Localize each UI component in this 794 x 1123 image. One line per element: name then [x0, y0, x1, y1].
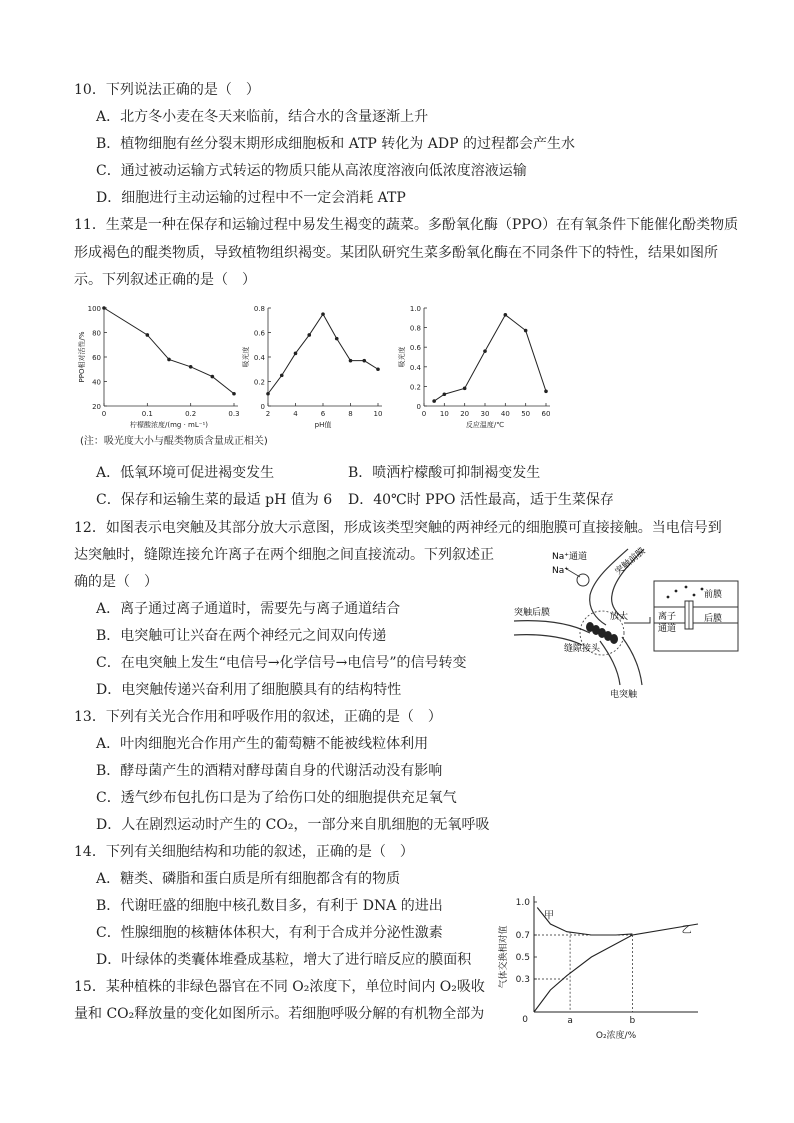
y-tick-label: 0.2	[409, 383, 421, 392]
electric-synapse-diagram	[510, 545, 742, 707]
label-enlarge: 放大	[610, 612, 629, 622]
data-point	[321, 312, 325, 316]
data-point	[280, 374, 284, 378]
x-axis-label: pH值	[314, 421, 332, 429]
data-point	[504, 313, 508, 317]
y-tick-label: 0	[260, 403, 265, 411]
series-line-yi	[534, 924, 698, 1012]
x-axis-label: 柠檬酸浓度/(mg · mL⁻¹)	[130, 421, 208, 429]
q13-option-b: B．酵母菌产生的酒精对酵母菌自身的代谢活动没有影响	[96, 763, 443, 779]
label-ion-2: 通道	[658, 624, 677, 634]
q11-option-b: B．喷洒柠檬酸可抑制褐变发生	[348, 465, 541, 481]
q14-option-d: D．叶绿体的类囊体堆叠成基粒，增大了进行暗反应的膜面积	[96, 952, 472, 968]
q13-stem: 13．下列有关光合作用和呼吸作用的叙述，正确的是（ ）	[74, 709, 442, 725]
x-tick-label: 30	[480, 410, 490, 418]
q11-option-c: C．保存和运输生菜的最适 pH 值为 6	[96, 492, 333, 508]
chart-ph	[241, 305, 382, 429]
gap-junction-channels	[586, 622, 618, 644]
y-axis-label: 气体交换相对值	[499, 925, 509, 989]
data-point	[102, 306, 106, 310]
data-point	[376, 367, 380, 371]
y-tick-label: 0.8	[409, 324, 421, 333]
q11-option-a: A．低氧环境可促进褐变发生	[96, 465, 275, 481]
y-axis-label: 吸光度	[398, 346, 406, 368]
x-mark-b: b	[629, 1016, 636, 1026]
x-tick-label: 20	[460, 410, 470, 418]
chart-temperature	[397, 305, 550, 429]
y-tick-label: 0.6	[409, 344, 421, 353]
x-tick-label: 60	[541, 410, 551, 418]
data-point	[349, 359, 353, 363]
x-tick-label: 6	[320, 410, 326, 418]
origin-label: 0	[522, 1015, 528, 1025]
q12-stem-1: 12．如图表示电突触及其部分放大示意图，形成该类型突触的两神经元的细胞膜可直接接触。当电信号到	[74, 520, 722, 536]
q14-option-b: B．代谢旺盛的细胞中核孔数目多，有利于 DNA 的进出	[96, 898, 443, 914]
x-tick-label: 0.2	[185, 410, 197, 418]
y-tick-label: 0	[416, 403, 421, 411]
x-tick-label: 10	[439, 410, 449, 418]
x-mark-a: a	[567, 1016, 573, 1026]
q13-option-a: A．叶肉细胞光合作用产生的葡萄糖不能被线粒体利用	[96, 736, 429, 752]
label-front-membrane: 前膜	[704, 590, 723, 600]
label-pre-membrane: 突触前膜	[613, 546, 648, 578]
q10-option-d: D．细胞进行主动运输的过程中不一定会消耗 ATP	[96, 190, 406, 206]
y-tick-label: 0.3	[515, 975, 530, 985]
q10-stem: 10．下列说法正确的是（ ）	[74, 82, 260, 98]
x-tick-label: 0.3	[228, 410, 240, 418]
label-gap-junction: 缝隙接头	[564, 644, 601, 654]
data-point	[544, 390, 548, 394]
y-tick-label: 0.4	[409, 363, 421, 372]
label-na: Na⁺	[552, 566, 569, 576]
label-ion-1: 离子	[658, 612, 677, 622]
data-point	[335, 337, 339, 341]
label-back-membrane: 后膜	[704, 614, 723, 624]
q11-stem-1: 11．生菜是一种在保存和运输过程中易发生褐变的蔬菜。多酚氧化酶（PPO）在有氧条件下能催化酚类物质	[74, 217, 739, 233]
y-tick-label: 0.8	[253, 305, 265, 313]
q11-charts	[74, 300, 574, 432]
series-line	[268, 314, 378, 394]
q14-option-c: C．性腺细胞的核糖体体积大，有利于合成并分泌性激素	[96, 925, 443, 941]
x-tick-label: 8	[348, 410, 353, 418]
series-line	[434, 315, 546, 401]
series-line	[104, 308, 234, 394]
q11-option-d: D．40℃时 PPO 活性最高，适于生菜保存	[348, 492, 614, 508]
q12-option-c: C．在电突触上发生“电信号→化学信号→电信号”的信号转变	[96, 655, 467, 671]
q10-option-b: B．植物细胞有丝分裂末期形成细胞板和 ATP 转化为 ADP 的过程都会产生水	[96, 136, 575, 152]
label-electric-synapse: 电突触	[610, 690, 638, 700]
data-point	[432, 399, 436, 403]
y-tick-label: 60	[92, 354, 101, 362]
data-point	[211, 375, 215, 379]
y-tick-label: 20	[92, 403, 101, 411]
x-tick-label: 40	[500, 410, 510, 418]
data-point	[443, 392, 447, 396]
q15-stem-2: 量和 CO₂释放量的变化如图所示。若细胞呼吸分解的有机物全部为	[74, 1006, 485, 1022]
data-point	[189, 365, 193, 369]
q15-stem-1: 15．某种植株的非绿色器官在不同 O₂浓度下，单位时间内 O₂吸收	[74, 979, 485, 995]
q12-option-d: D．电突触传递兴奋利用了细胞膜具有的结构特性	[96, 682, 402, 698]
q11-stem-2: 形成褐色的醌类物质，导致植物组织褐变。某团队研究生菜多酚氧化酶在不同条件下的特性，结果如图所	[74, 245, 718, 261]
label-na-channel: Na⁺通道	[552, 552, 587, 562]
series-label-yi: 乙	[681, 924, 692, 936]
x-tick-label: 0	[421, 410, 427, 418]
y-axis-label: PPO相对活性/%	[78, 331, 86, 383]
data-point	[307, 333, 311, 337]
q11-stem-3: 示。下列叙述正确的是（ ）	[74, 272, 256, 288]
series-label-jia: 甲	[544, 910, 554, 922]
q10-option-a: A．北方冬小麦在冬天来临前，结合水的含量逐渐上升	[96, 109, 429, 125]
q10-option-c: C．通过被动运输方式转运的物质只能从高浓度溶液向低浓度溶液运输	[96, 163, 527, 179]
x-tick-label: 0	[101, 410, 107, 418]
y-tick-label: 0.7	[515, 931, 530, 941]
x-axis-label: 反应温度/℃	[465, 421, 505, 429]
q12-stem-2: 达突触时，缝隙连接允许离子在两个细胞之间直接流动。下列叙述正	[74, 547, 494, 563]
y-tick-label: 80	[92, 329, 101, 338]
y-tick-label: 1.0	[409, 305, 421, 313]
y-tick-label: 1.0	[515, 898, 530, 908]
data-point	[524, 329, 528, 333]
q13-option-c: C．透气纱布包扎伤口是为了给伤口处的细胞提供充足氧气	[96, 790, 457, 806]
data-point	[167, 358, 171, 362]
label-post-membrane: 突触后膜	[514, 608, 551, 618]
x-tick-label: 10	[373, 410, 383, 418]
q12-stem-3: 确的是（ ）	[74, 574, 158, 590]
y-tick-label: 0.6	[253, 329, 265, 338]
y-tick-label: 40	[92, 378, 101, 387]
data-point	[232, 392, 236, 396]
x-tick-label: 2	[265, 410, 271, 418]
chart-gas-exchange	[497, 896, 698, 1041]
q14-stem: 14．下列有关细胞结构和功能的叙述，正确的是（ ）	[74, 844, 414, 860]
data-point	[294, 352, 298, 356]
q11-note: (注：吸光度大小与醌类物质含量成正相关)	[80, 436, 268, 447]
y-tick-label: 0.5	[515, 953, 530, 963]
data-point	[146, 333, 150, 337]
q12-option-b: B．电突触可让兴奋在两个神经元之间双向传递	[96, 628, 387, 644]
x-axis-label: O₂浓度/%	[595, 1031, 637, 1041]
q15-chart	[490, 892, 710, 1050]
q13-option-d: D．人在剧烈运动时产生的 CO₂，一部分来自肌细胞的无氧呼吸	[96, 817, 490, 833]
x-tick-label: 50	[521, 410, 531, 418]
chart-citric-acid	[77, 305, 240, 429]
x-tick-label: 4	[293, 410, 298, 418]
y-tick-label: 0.2	[253, 378, 265, 387]
q12-option-a: A．离子通过离子通道时，需要先与离子通道结合	[96, 601, 401, 617]
y-tick-label: 100	[87, 305, 101, 313]
q14-option-a: A．糖类、磷脂和蛋白质是所有细胞都含有的物质	[96, 871, 401, 887]
data-point	[463, 387, 467, 391]
y-tick-label: 0.4	[253, 354, 265, 362]
x-tick-label: 0.1	[141, 410, 153, 418]
y-axis-label: 吸光度	[242, 346, 250, 368]
data-point	[362, 359, 366, 363]
data-point	[483, 349, 487, 353]
data-point	[266, 392, 270, 396]
